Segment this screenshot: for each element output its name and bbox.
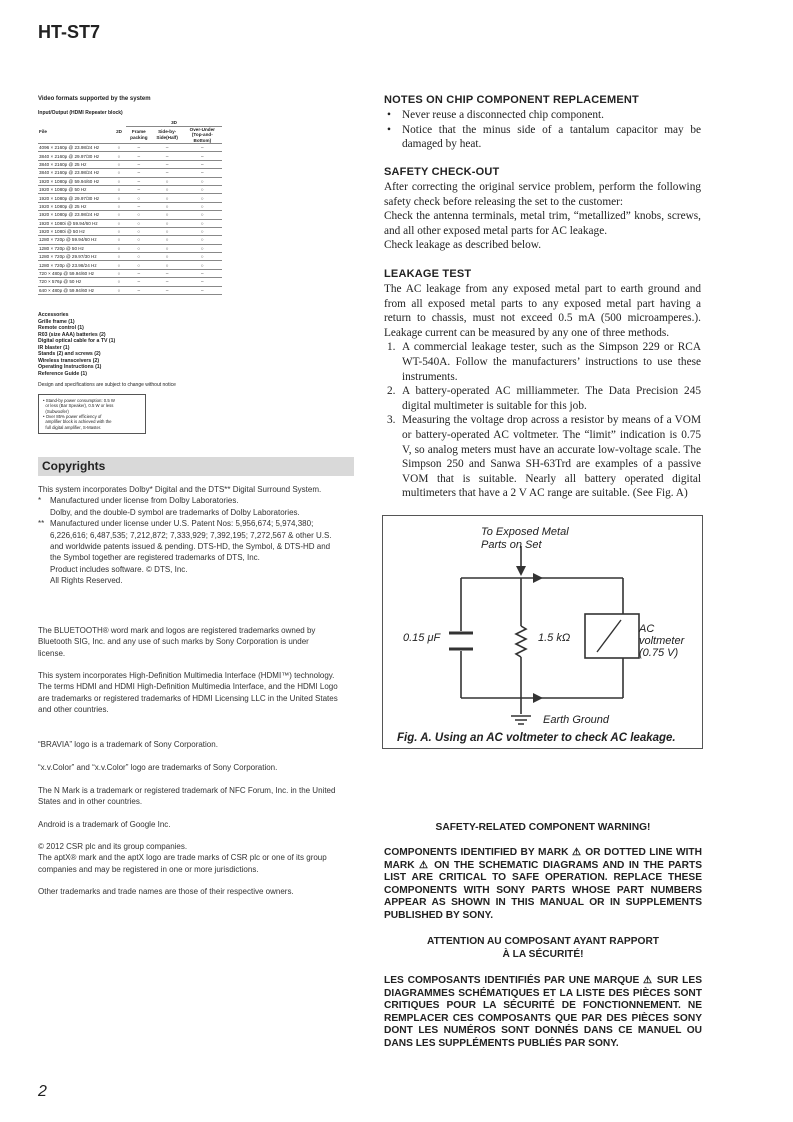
format-support: – <box>126 269 152 277</box>
format-support: ○ <box>152 211 183 219</box>
format-row <box>38 253 222 261</box>
copyright-bluetooth: The BLUETOOTH® word mark and logos are registered trademarks owned by Bluetooth SIG, Inc. and any use of such marks by Sony Corporation is under license. <box>38 626 316 658</box>
format-support: ○ <box>152 261 183 269</box>
accessories-list <box>38 319 238 378</box>
format-row <box>38 236 222 244</box>
accessory-item: Operating Instructions (1) <box>38 364 102 370</box>
dolby-license: Manufactured under license from Dolby Laboratories. <box>50 496 239 506</box>
format-support: ○ <box>112 211 126 219</box>
format-row <box>38 169 222 177</box>
format-support: ○ <box>183 177 222 185</box>
page-number: 2 <box>38 1083 47 1100</box>
format-support: ○ <box>183 211 222 219</box>
hdmi-trademark: The terms HDMI and HDMI High-Definition Multimedia Interface, and the HDMI Logo are trademarks or registered trademarks of HDMI Licensing LLC in the United States and other countries. <box>38 682 338 715</box>
format-support: ○ <box>112 160 126 168</box>
chip-note: • Never reuse a disconnected chip component. <box>387 109 605 121</box>
format-name: 720 × 576p @ 50 Hz <box>38 278 112 286</box>
format-support: ○ <box>152 219 183 227</box>
figure-a <box>382 515 703 749</box>
arrow-down-icon <box>516 566 526 576</box>
format-support: ○ <box>112 286 126 294</box>
col-frame-packing: Frame packing <box>126 126 152 144</box>
format-row <box>38 278 222 286</box>
safety-p1: After correcting the original service problem, perform the following safety check before releasing the set to the customer: <box>384 181 701 208</box>
label-exposed-metal: To Exposed Metal Parts on Set <box>481 526 569 551</box>
format-support: ○ <box>152 194 183 202</box>
format-name: 3840 × 2160p @ 23.98/24 Hz <box>38 169 112 177</box>
format-support: ○ <box>112 152 126 160</box>
format-support: – <box>152 286 183 294</box>
format-support: ○ <box>183 202 222 210</box>
model-title: HT-ST7 <box>38 22 101 42</box>
format-name: 1920 × 1080i @ 50 Hz <box>38 227 112 235</box>
format-row <box>38 185 222 193</box>
accessory-item: Stands (2) and screws (2) <box>38 351 101 357</box>
format-support: – <box>126 286 152 294</box>
csr-copyright: © 2012 CSR plc and its group companies. <box>38 842 188 851</box>
format-support: – <box>152 269 183 277</box>
ground-label: Earth Ground <box>543 714 610 726</box>
format-support: – <box>126 177 152 185</box>
format-support: ○ <box>183 219 222 227</box>
format-name: 1920 × 1080p @ 25 Hz <box>38 202 112 210</box>
col-3d: 3D <box>126 120 222 126</box>
figure-caption: Fig. A. Using an AC voltmeter to check AC leakage. <box>397 732 676 744</box>
copyrights-heading: Copyrights <box>38 457 354 476</box>
video-formats-subtitle: Input/Output (HDMI Repeater block) <box>38 110 123 116</box>
bullet-icon: • <box>387 123 391 136</box>
copyright-android: Android is a trademark of Google Inc. <box>38 820 171 829</box>
leakage-method: 3. Measuring the voltage drop across a resistor by means of a VOM or battery-operated AC voltmeter. The “limit” indication is 0.75 V, so analog meters must have an accurate low-voltage scale. The Simpson 250 and Sanwa SH-63Trd are examples of a passive VOM that is suitable. Nearly all battery operated digital multimeters that have a 2 V AC range are suitable. (See Fig. A) <box>387 414 701 500</box>
dts-license: Manufactured under license under U.S. Patent Nos: 5,956,674; 5,974,380; 6,226,616; 6,487,535; 7,212,872; 7,333,929; 7,392,195; 7,272,567 & other U.S. and worldwide patents issued & pending. DTS-HD, the Symbol, & DTS-HD and the Symbol together are registered trademarks of DTS, Inc. <box>50 519 332 563</box>
col-2d: 2D <box>112 120 126 144</box>
format-support: ○ <box>112 269 126 277</box>
format-row <box>38 269 222 277</box>
format-support: – <box>183 278 222 286</box>
hdmi-technology: This system incorporates High-Definition Multimedia Interface (HDMI™) technology. <box>38 671 335 680</box>
format-support: – <box>152 152 183 160</box>
format-support: ○ <box>183 194 222 202</box>
dolby-dts-intro: This system incorporates Dolby* Digital and the DTS** Digital Surround System. <box>38 485 322 494</box>
format-support: ○ <box>112 177 126 185</box>
format-support: ○ <box>112 169 126 177</box>
format-row <box>38 202 222 210</box>
arrow-right-icon <box>533 693 543 703</box>
format-support: ○ <box>112 144 126 152</box>
leakage-intro: The AC leakage from any exposed metal part to earth ground and from all exposed metal parts to any exposed metal part having a return to chassis, must not exceed 0.5 mA (500 microamperes.). Leakage current can be measured by any one of three methods. <box>384 283 701 339</box>
format-support: – <box>183 144 222 152</box>
accessories <box>38 312 238 377</box>
format-support: – <box>152 169 183 177</box>
format-support: – <box>126 160 152 168</box>
format-support: ○ <box>112 227 126 235</box>
format-support: ○ <box>183 185 222 193</box>
accessory-item: Wireless transceivers (2) <box>38 357 100 364</box>
format-support: – <box>126 202 152 210</box>
format-row <box>38 194 222 202</box>
format-name: 1280 × 720p @ 23.98/24 Hz <box>38 261 112 269</box>
format-row <box>38 261 222 269</box>
copyright-other: Other trademarks and trade names are those of their respective owners. <box>38 887 294 896</box>
accessories-heading: Accessories <box>38 312 69 318</box>
format-name: 1920 × 1080p @ 59.94/60 Hz <box>38 177 112 185</box>
format-support: ○ <box>183 227 222 235</box>
format-support: ○ <box>112 253 126 261</box>
copyright-bravia: “BRAVIA” logo is a trademark of Sony Corporation. <box>38 740 218 749</box>
format-name: 720 × 480p @ 59.94/60 Hz <box>38 269 112 277</box>
format-support: – <box>152 160 183 168</box>
format-name: 1280 × 720p @ 50 Hz <box>38 244 112 252</box>
format-support: – <box>183 152 222 160</box>
col-side-by-side: Side-by-Side(Half) <box>152 126 183 144</box>
format-name: 3840 × 2160p @ 25 Hz <box>38 160 112 168</box>
format-support: ○ <box>112 236 126 244</box>
video-formats-title: Video formats supported by the system <box>38 96 151 102</box>
format-support: ○ <box>152 253 183 261</box>
format-support: ○ <box>112 185 126 193</box>
warning-fr-body: LES COMPOSANTS IDENTIFIÉS PAR UNE MARQUE ⚠ SUR LES DIAGRAMMES SCHÉMATIQUES ET LA LISTE DES PIÈCES SONT CRITIQUES POUR LA SÉCURITÉ DE FONCTIONNEMENT. NE REMPLACER CES COMPOSANTS QUE PAR DES PIÈCES SONY DONT LES NUMÉROS SONT DONNÉS DANS CE MANUEL OU DANS LES SUPPLÉMENTS PUBLIÉS PAR SONY. <box>384 975 702 1049</box>
arrow-right-icon <box>533 573 543 583</box>
dts-software: Product includes software. © DTS, Inc. <box>50 564 188 574</box>
format-name: 1920 × 1080p @ 29.97/30 Hz <box>38 194 112 202</box>
format-support: ○ <box>183 261 222 269</box>
copyright-hdmi <box>38 670 338 716</box>
dts-rights: All Rights Reserved. <box>50 576 123 586</box>
col-over-under: Over-Under (Top-and-Bottom) <box>183 126 222 144</box>
format-name: 1280 × 720p @ 29.97/30 Hz <box>38 253 112 261</box>
col-file: File <box>38 120 112 144</box>
leakage-method: 1. A commercial leakage tester, such as the Simpson 229 or RCA WT-540A. Follow the manufacturers’ instructions to use these instruments. <box>387 341 701 383</box>
chip-heading: NOTES ON CHIP COMPONENT REPLACEMENT <box>384 94 639 106</box>
format-support: ○ <box>112 202 126 210</box>
video-formats-table <box>38 120 222 295</box>
format-support: ○ <box>126 211 152 219</box>
accessory-item: Grille frame (1) <box>38 318 75 325</box>
format-support: ○ <box>152 236 183 244</box>
power-note-line: full digital amplifier, S-Master. <box>43 424 102 430</box>
copyright-xvcolor: “x.v.Color” and “x.v.Color” logo are trademarks of Sony Corporation. <box>38 763 278 772</box>
format-row <box>38 144 222 152</box>
format-support: – <box>126 152 152 160</box>
format-support: – <box>126 169 152 177</box>
earth-ground-icon <box>511 716 531 724</box>
format-row <box>38 177 222 185</box>
safety-p2: Check the antenna terminals, metal trim, “metallized” knobs, screws, and all other exposed metal parts for AC leakage. <box>384 210 701 237</box>
accessory-item: IR blaster (1) <box>38 344 70 351</box>
accessory-item: Digital optical cable for a TV (1) <box>38 338 116 344</box>
format-support: ○ <box>152 227 183 235</box>
video-formats-rows <box>38 144 222 295</box>
power-note-box <box>38 394 146 434</box>
format-support: ○ <box>152 202 183 210</box>
format-row <box>38 152 222 160</box>
format-name: 1280 × 720p @ 59.94/60 Hz <box>38 236 112 244</box>
accessory-item: Remote control (1) <box>38 325 84 331</box>
format-support: – <box>126 144 152 152</box>
format-row <box>38 244 222 252</box>
capacitor-label: 0.15 μF <box>403 632 441 644</box>
chip-note: • Notice that the minus side of a tantalum capacitor may be damaged by heat. <box>387 123 701 151</box>
safety-p3: Check leakage as described below. <box>384 239 542 252</box>
format-name: 4096 × 2160p @ 23.98/24 Hz <box>38 144 112 152</box>
format-support: ○ <box>183 236 222 244</box>
design-note: Design and specifications are subject to change without notice <box>38 382 176 388</box>
format-name: 1920 × 1080p @ 50 Hz <box>38 185 112 193</box>
format-support: ○ <box>126 244 152 252</box>
format-support: – <box>183 160 222 168</box>
warning-body: COMPONENTS IDENTIFIED BY MARK ⚠ OR DOTTED LINE WITH MARK ⚠ ON THE SCHEMATIC DIAGRAMS AND IN THE PARTS LIST ARE CRITICAL TO SAFE OPERATION. REPLACE THESE COMPONENTS WITH SONY PARTS WHOSE PART NUMBERS APPEAR AS SHOWN IN THIS MANUAL OR IN SUPPLEMENTS PUBLISHED BY SONY. <box>384 847 702 921</box>
format-support: ○ <box>183 253 222 261</box>
format-support: – <box>152 144 183 152</box>
warning-fr-title: ATTENTION AU COMPOSANT AYANT RAPPORT À LA SÉCURITÉ! <box>426 936 660 960</box>
power-note-line: or less (Bar Speaker), 0.5 W or less <box>43 403 114 409</box>
copyright-nfc: The N Mark is a trademark or registered trademark of NFC Forum, Inc. in the United States and in other countries. <box>38 786 336 807</box>
format-support: ○ <box>112 278 126 286</box>
accessory-item: R03 (size AAA) batteries (2) <box>38 331 106 338</box>
format-row <box>38 227 222 235</box>
format-support: ○ <box>126 227 152 235</box>
safety-heading: SAFETY CHECK-OUT <box>384 166 500 178</box>
format-row <box>38 286 222 294</box>
format-support: – <box>183 169 222 177</box>
format-support: ○ <box>152 244 183 252</box>
copyright-dolby-dts <box>38 484 338 587</box>
format-support: ○ <box>126 194 152 202</box>
format-support: ○ <box>112 219 126 227</box>
format-support: – <box>152 278 183 286</box>
format-support: ○ <box>152 177 183 185</box>
power-note-line: • Stand-by power consumption: 0.5 W <box>43 398 115 403</box>
warning-title: SAFETY-RELATED COMPONENT WARNING! <box>435 822 651 833</box>
dolby-trademark: Dolby, and the double-D symbol are trademarks of Dolby Laboratories. <box>50 507 300 517</box>
dts-asterisk: ** <box>38 519 45 529</box>
power-note-line: amplifier block is achieved with the <box>43 419 112 425</box>
format-row <box>38 211 222 219</box>
format-support: ○ <box>152 185 183 193</box>
leakage-body <box>384 282 701 501</box>
format-name: 1920 × 1080p @ 23.98/24 Hz <box>38 211 112 219</box>
voltmeter-label: AC voltmeter (0.75 V) <box>639 623 685 659</box>
aptx-trademark: The aptX® mark and the aptX logo are trade marks of CSR plc or one of its group companies and may be registered in one or more jurisdictions. <box>38 853 327 874</box>
format-support: – <box>126 185 152 193</box>
format-support: ○ <box>126 219 152 227</box>
safety-body <box>384 180 701 253</box>
leakage-heading: LEAKAGE TEST <box>384 268 472 280</box>
format-support: ○ <box>183 244 222 252</box>
chip-notes <box>384 108 701 152</box>
format-name: 1920 × 1080i @ 59.94/60 Hz <box>38 219 112 227</box>
power-note-line: (Subwoofer) <box>43 408 69 414</box>
power-note-line: • Over 85% power efficiency of <box>43 414 102 420</box>
accessory-item: Reference Guide (1) <box>38 370 88 377</box>
format-support: – <box>126 278 152 286</box>
copyright-csr <box>38 841 338 875</box>
format-support: ○ <box>126 261 152 269</box>
leakage-method: 2. A battery-operated AC milliammeter. The Data Precision 245 digital multimeter is suitable for this job. <box>387 385 701 412</box>
format-support: – <box>183 269 222 277</box>
format-support: ○ <box>112 261 126 269</box>
format-row <box>38 219 222 227</box>
format-row <box>38 160 222 168</box>
format-support: ○ <box>112 194 126 202</box>
format-support: ○ <box>126 253 152 261</box>
resistor-label: 1.5 kΩ <box>538 632 571 644</box>
dolby-asterisk: * <box>38 496 42 506</box>
bullet-icon: • <box>387 109 391 121</box>
format-name: 640 × 480p @ 59.94/60 Hz <box>38 286 112 294</box>
format-support: ○ <box>126 236 152 244</box>
format-support: ○ <box>112 244 126 252</box>
format-support: – <box>183 286 222 294</box>
format-name: 3840 × 2160p @ 29.97/30 Hz <box>38 152 112 160</box>
